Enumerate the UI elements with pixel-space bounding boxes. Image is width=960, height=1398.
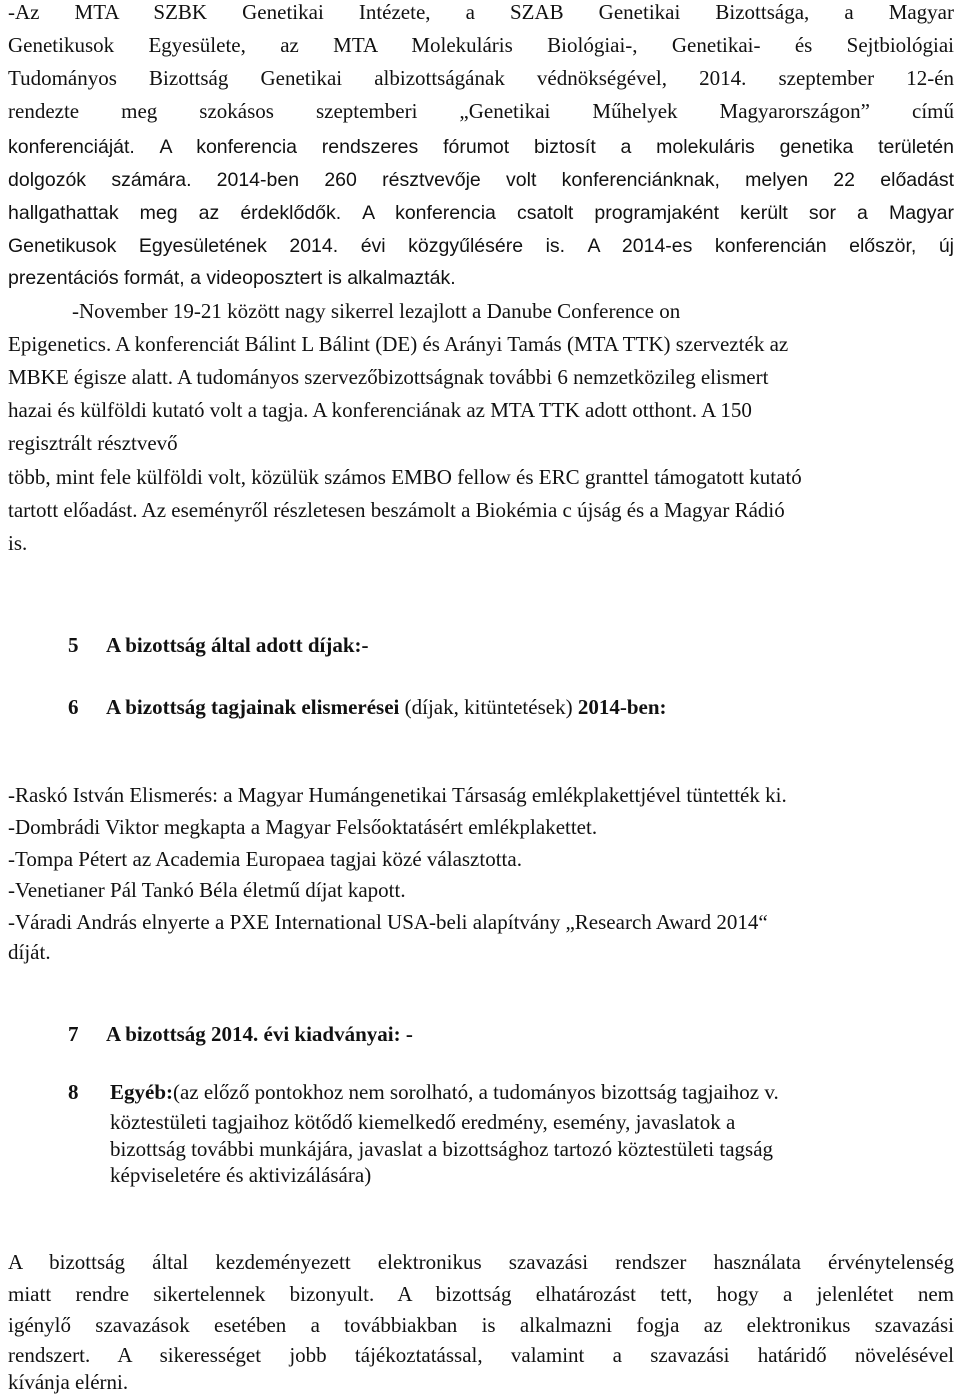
section-7-number: 7 [68,1022,79,1046]
award-item-3: -Tompa Pétert az Academia Europaea tagjai közé választotta. [8,847,522,871]
closing-line-1: A bizottság által kezdeményezett elektronikus szavazási rendszer használata érvénytelenség [8,1250,954,1274]
section-8-heading [68,1076,779,1108]
para1-line-3 [8,62,954,94]
section-6-heading [68,691,667,723]
para1-line-3b: 2014. szeptember 12-én [699,66,955,90]
para1-line-6a: dolgozók számára. [8,169,192,191]
section-5-number: 5 [68,633,79,657]
section-8-label: Egyéb: [110,1080,173,1104]
section-6-title-normal: (díjak, kitüntetések) [404,695,573,719]
section-5-title: A bizottság által adott díjak:- [106,633,369,657]
section-8-line-1: (az előző pontokhoz nem sorolható, a tudományos bizottság tagjaihoz v. [173,1080,779,1104]
para1-line-7 [8,196,954,229]
closing-line-2: miatt rendre sikertelennek bizonyult. A bizottság elhatározást tett, hogy a jelenlétet nem [8,1282,954,1306]
closing-line-4: rendszert. A sikerességet jobb tájékoztatással, valamint a szavazási határidő növelésével [8,1343,954,1367]
para1-line-1: -Az MTA SZBK Genetikai Intézete, a SZAB Genetikai Bizottsága, a Magyar [8,0,954,24]
section-6-title-bold: A bizottság tagjainak elismerései [106,695,400,719]
para2-line-8: is. [8,531,28,555]
award-item-6: díját. [8,940,51,964]
para1-line-6 [8,163,954,196]
para1-line-8a: Genetikusok Egyesületének 2014. évi közgyűlésére is. [8,235,566,257]
para1-line-5a: konferenciáját. [8,136,135,158]
para1-line-4: rendezte meg szokásos szeptemberi „Genetikai Műhelyek Magyarországon” című [8,99,954,123]
para2-line-7: tartott előadást. Az eseményről részletesen beszámolt a Biokémia c újság és a Magyar Rádió [8,498,785,522]
section-8-line-4: képviseletére és aktivizálására) [110,1163,372,1187]
section-8-line-3: bizottság további munkájára, javaslat a bizottsághoz tartozó köztestületi tagság [110,1137,774,1161]
para1-line-9: prezentációs formát, a videoposztert is alkalmazták. [8,267,456,289]
section-6-number: 6 [68,695,79,719]
para2-line-1: -November 19-21 között nagy sikerrel lezajlott a Danube Conference on [72,299,681,323]
para2-line-5: regisztrált résztvevő [8,431,178,455]
para1-line-5 [8,130,954,163]
award-item-5: -Váradi András elnyerte a PXE International USA-beli alapítvány „Research Award 2014“ [8,910,768,934]
para1-line-7a: hallgathattak meg az érdeklődők. [8,202,342,224]
section-6-title-tail: 2014-ben: [577,695,667,719]
closing-line-3: igénylő szavazások esetében a továbbiakban is alkalmazni fogja az elektronikus szavazási [8,1313,954,1337]
section-8-number: 8 [68,1080,79,1104]
para1-line-5b: A konferencia rendszeres fórumot biztosít a molekuláris genetika területén [159,136,954,158]
para2-line-2: Epigenetics. A konferenciát Bálint L Bálint (DE) és Arányi Tamás (MTA TTK) szervezték az [8,332,789,356]
para2-line-4: hazai és külföldi kutató volt a tagja. A konferenciának az MTA TTK adott otthont. A 150 [8,398,752,422]
para1-line-3a: Tudományos Bizottság Genetikai albizottságának védnökségével, [8,66,667,90]
para1-line-6b: 2014-ben 260 résztvevője volt konferenciánknak, melyen 22 előadást [216,169,954,191]
closing-line-5: kívánja elérni. [8,1370,129,1394]
para2-line-6: több, mint fele külföldi volt, közülük számos EMBO fellow és ERC granttel támogatott kutató [8,465,802,489]
award-item-1: -Raskó István Elismerés: a Magyar Humángenetikai Társaság emlékplakettjével tüntették ki. [8,783,787,807]
section-5-heading [68,629,369,661]
para1-line-8 [8,229,954,262]
para1-line-7b: A konferencia csatolt programjaként került sor a Magyar [362,202,955,224]
para1-line-8b: A 2014-es konferencián először, új [587,235,955,257]
para2-line-3: MBKE égisze alatt. A tudományos szervezőbizottságnak további 6 nemzetközileg elismert [8,365,769,389]
section-8-line-2: köztestületi tagjaihoz kötődő kiemelkedő eredmény, esemény, javaslatok a [110,1110,736,1134]
section-7-heading [68,1018,413,1050]
section-7-title: A bizottság 2014. évi kiadványai: - [106,1022,413,1046]
award-item-4: -Venetianer Pál Tankó Béla életmű díjat kapott. [8,878,406,902]
award-item-2: -Dombrádi Viktor megkapta a Magyar Felsőoktatásért emlékplakettet. [8,815,598,839]
para1-line-2: Genetikusok Egyesülete, az MTA Molekuláris Biológiai-, Genetikai- és Sejtbiológiai [8,33,954,57]
